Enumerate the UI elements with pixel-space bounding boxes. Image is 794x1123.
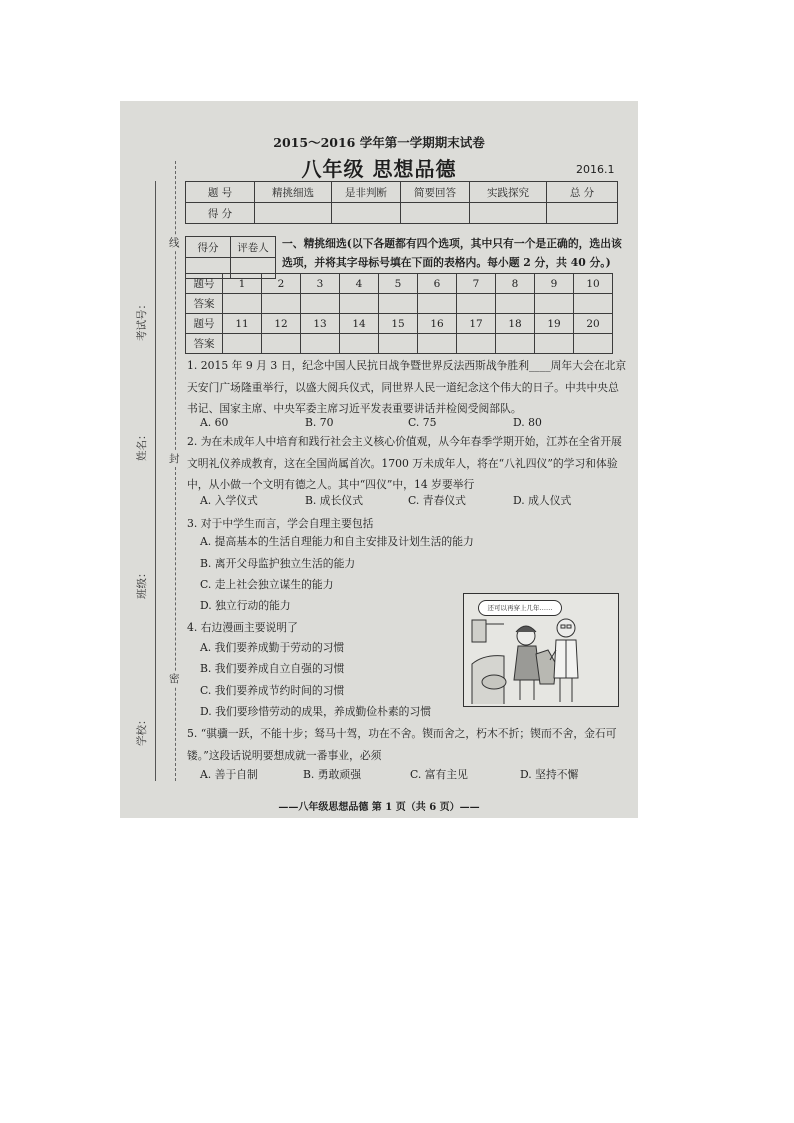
score-cell: 精挑细选 xyxy=(255,182,332,203)
question-number: 13 xyxy=(301,314,340,334)
question-option: B. 成长仪式 xyxy=(305,494,363,507)
score-input[interactable] xyxy=(255,203,332,224)
question-number: 17 xyxy=(457,314,496,334)
answer-cell[interactable] xyxy=(574,294,613,314)
question-number: 4 xyxy=(340,274,379,294)
page-footer: ——八年级思想品德 第 1 页（共 6 页）—— xyxy=(278,802,480,813)
answer-cell[interactable] xyxy=(223,294,262,314)
question-option: A. 60 xyxy=(200,416,229,429)
question-option: C. 青春仪式 xyxy=(408,494,466,507)
question-stem: 2. 为在未成年人中培育和践行社会主义核心价值观，从今年春季学期开始，江苏在全省开展文明礼仪养成教育，这在全国尚属首次。1700 万未成年人，将在“八礼四仪”的学习和体验中，从小做一个文明有德之人。其中“四仪”中，14 岁要举行 xyxy=(187,435,622,491)
grader-score-label: 得分 xyxy=(186,237,231,258)
question-option: C. 我们要养成节约时间的习惯 xyxy=(200,684,345,697)
answer-cell[interactable] xyxy=(535,334,574,354)
answer-table xyxy=(185,273,613,354)
question-number: 20 xyxy=(574,314,613,334)
answer-number-row xyxy=(186,314,613,334)
exam-subtitle: 八年级 思想品德 xyxy=(301,157,457,181)
sidebar-fill-lines xyxy=(155,181,157,781)
question-number: 7 xyxy=(457,274,496,294)
answer-cell[interactable] xyxy=(496,334,535,354)
seal-mark-xian: 线 xyxy=(169,237,180,249)
exam-page xyxy=(120,101,638,818)
answer-cell[interactable] xyxy=(574,334,613,354)
question-stem: 4. 右边漫画主要说明了 xyxy=(187,621,298,634)
score-table xyxy=(185,181,618,224)
question-option: A. 善于自制 xyxy=(200,768,258,781)
score-input[interactable] xyxy=(547,203,618,224)
question-option: B. 我们要养成自立自强的习惯 xyxy=(200,662,345,675)
answer-cell[interactable] xyxy=(301,334,340,354)
question-number: 3 xyxy=(301,274,340,294)
answer-cell[interactable] xyxy=(418,334,457,354)
question-number: 9 xyxy=(535,274,574,294)
answer-cell[interactable] xyxy=(457,334,496,354)
score-cell: 题 号 xyxy=(186,182,255,203)
answer-cell[interactable] xyxy=(379,334,418,354)
answer-label: 题号 xyxy=(186,274,223,294)
question-number: 11 xyxy=(223,314,262,334)
question-stem: 3. 对于中学生而言，学会自理主要包括 xyxy=(187,517,374,530)
score-cell: 是非判断 xyxy=(332,182,401,203)
section1-instructions: 一、精挑细选(以下各题都有四个选项，其中只有一个是正确的，选出该选项，并将其字母标号填在下面的表格内。每小题 2 分，共 40 分。) xyxy=(282,237,622,269)
answer-cell[interactable] xyxy=(496,294,535,314)
question-number: 2 xyxy=(262,274,301,294)
score-input[interactable] xyxy=(401,203,470,224)
score-header-row xyxy=(186,182,618,203)
answer-cell[interactable] xyxy=(262,334,301,354)
grader-label: 评卷人 xyxy=(231,237,276,258)
question-option: C. 75 xyxy=(408,416,437,429)
answer-cell[interactable] xyxy=(535,294,574,314)
question-number: 15 xyxy=(379,314,418,334)
question-number: 10 xyxy=(574,274,613,294)
question-number: 8 xyxy=(496,274,535,294)
question-number: 18 xyxy=(496,314,535,334)
question-option: B. 勇敢顽强 xyxy=(303,768,361,781)
seal-mark-mi: 密 xyxy=(169,673,180,685)
answer-cell[interactable] xyxy=(301,294,340,314)
score-cell: 得 分 xyxy=(186,203,255,224)
question-option: D. 坚持不懈 xyxy=(520,768,579,781)
seal-line xyxy=(175,161,177,781)
sidebar-name: 姓名： xyxy=(136,429,148,461)
cartoon-drawing xyxy=(464,594,618,706)
question-number: 19 xyxy=(535,314,574,334)
question-number: 12 xyxy=(262,314,301,334)
question-number: 1 xyxy=(223,274,262,294)
score-cell: 实践探究 xyxy=(470,182,547,203)
answer-cell[interactable] xyxy=(457,294,496,314)
question-option: D. 独立行动的能力 xyxy=(200,599,291,612)
sidebar-school: 学校： xyxy=(136,714,148,746)
question-option: A. 入学仪式 xyxy=(200,494,258,507)
question-option: B. 70 xyxy=(305,416,334,429)
question-option: A. 提高基本的生活自理能力和自主安排及计划生活的能力 xyxy=(200,535,474,548)
exam-title: 2015～2016 学年第一学期期末试卷 xyxy=(273,135,485,150)
answer-cell[interactable] xyxy=(340,294,379,314)
answer-row xyxy=(186,334,613,354)
score-cell: 总 分 xyxy=(547,182,618,203)
cartoon-illustration xyxy=(463,593,619,707)
question-option: D. 80 xyxy=(513,416,542,429)
exam-date: 2016.1 xyxy=(576,163,615,176)
question-stem: 5. “骐骥一跃，不能十步；驽马十驾，功在不舍。锲而舍之，朽木不折；锲而不舍，金石可镂。”这段话说明要想成就一番事业，必须 xyxy=(187,727,617,762)
question-number: 14 xyxy=(340,314,379,334)
score-input[interactable] xyxy=(470,203,547,224)
question-option: D. 成人仪式 xyxy=(513,494,572,507)
answer-number-row xyxy=(186,274,613,294)
question-number: 5 xyxy=(379,274,418,294)
sidebar-exam-no: 考试号： xyxy=(136,299,148,341)
seal-mark-feng: 封 xyxy=(169,453,180,465)
question-number: 16 xyxy=(418,314,457,334)
question-option: D. 我们要珍惜劳动的成果，养成勤俭朴素的习惯 xyxy=(200,705,432,718)
answer-row xyxy=(186,294,613,314)
answer-cell[interactable] xyxy=(223,334,262,354)
question-option: C. 富有主见 xyxy=(410,768,468,781)
answer-label: 答案 xyxy=(186,334,223,354)
answer-label: 题号 xyxy=(186,314,223,334)
answer-cell[interactable] xyxy=(340,334,379,354)
score-value-row xyxy=(186,203,618,224)
answer-cell[interactable] xyxy=(379,294,418,314)
answer-cell[interactable] xyxy=(418,294,457,314)
question-stem: 1. 2015 年 9 月 3 日，纪念中国人民抗日战争暨世界反法西斯战争胜利____周年大会在北京天安门广场隆重举行，以盛大阅兵仪式，同世界人民一道纪念这个伟大的日子。中共中央总书记、国家主席、中央军委主席习近平发表重要讲话并检阅受阅部队。 xyxy=(187,359,627,415)
score-cell: 简要回答 xyxy=(401,182,470,203)
answer-label: 答案 xyxy=(186,294,223,314)
question-number: 6 xyxy=(418,274,457,294)
answer-cell[interactable] xyxy=(262,294,301,314)
question-option: C. 走上社会独立谋生的能力 xyxy=(200,578,334,591)
question-option: A. 我们要养成勤于劳动的习惯 xyxy=(200,641,345,654)
question-option: B. 离开父母监护独立生活的能力 xyxy=(200,557,356,570)
speech-bubble: 还可以再穿上几年…… xyxy=(478,600,562,616)
score-input[interactable] xyxy=(332,203,401,224)
sidebar-class: 班级： xyxy=(136,567,148,599)
